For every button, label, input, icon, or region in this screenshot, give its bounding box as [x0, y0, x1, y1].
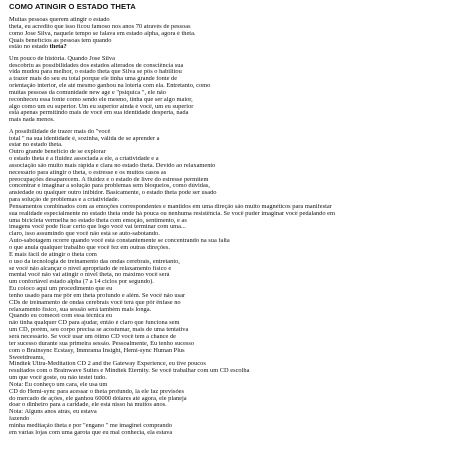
text-line: orientação interior, ele até mesmo ganhou na loteria com ela. Entretanto, como [9, 83, 211, 90]
text-line: Pensamentos combinados com as emoções correspondentes e mantidos em uma direção são muito magnéticos para manifestar [9, 203, 332, 210]
text-line: Nota: Alguns anos atrás, eu estava [9, 409, 97, 416]
text-line: Sweetdreams, [9, 354, 45, 361]
text-line: relaxamento físico, sua sessão será também mais longa. [9, 306, 152, 313]
text-line: o estado theta é a fluidez associada a ele, a criatividade e a [9, 156, 159, 163]
text-line: A possibilidade de trazer mais do "você [9, 128, 111, 135]
text-line: o uso da tecnologia de treinamento das ondas cerebrais, entretanto, [9, 258, 180, 265]
text-line: Quais benefícios as pessoas tem quando [9, 37, 112, 44]
text-line: não tinha qualquer CD para ajudar, então é claro que funciona sem [9, 320, 180, 327]
text-line: estar no estado theta. [9, 142, 63, 149]
text-line: descobriu as possibilidades dos estados alterados de consciência sua [9, 62, 184, 69]
text-line: Eu coloco aqui um procedimento que eu [9, 286, 113, 293]
text-line: Muitas pessoas querem atingir o estado [9, 17, 110, 23]
text-line: tenho usado para me pôr em theta profundo e além. Se você não usar [9, 292, 186, 299]
text-line: será necessário. Se você usar um ótimo CD você tem a chance de [9, 333, 176, 340]
text-line: associação são muito mais rápida e clara no estado theta. Devido ao relaxamento [9, 162, 216, 169]
text-line: se você não alcançar o nível apropriado de relaxamento físico e [9, 265, 172, 272]
text-line: theta, eu acredito que isso ficou famoso nos anos 70 através de pessoas [9, 23, 191, 30]
document-title: COMO ATINGIR O ESTADO THETA [9, 2, 136, 11]
text-line: ansiedade ou qualquer outro inibidor. Basicamente, o estado theta pode ser usado [9, 190, 217, 197]
text-line: claro, isso assumindo que você não está se auto-sabotando. [9, 231, 160, 238]
text-line: muitas pessoas da comunidade new age e "psiquica ", ele não [9, 89, 166, 96]
text-line: algo como um eu superior. Um eu superior ainda é você, um eu superior [9, 103, 194, 110]
text-line: mental você não vai atingir o nível theta, no máximo você será [9, 272, 170, 279]
text-line: uma bicicleta vermelha no estado theta com emoção, sentimento, e as [9, 217, 187, 224]
paragraph [9, 56, 447, 124]
text-line: um confortável estado alpha (7 a 14 ciclos por segundo). [9, 279, 154, 286]
text-line: estão no estado theta? [9, 44, 67, 51]
text-line: Auto-sabotagem ocorre quando você está constantemente se concentrando na sua falta [9, 238, 230, 245]
text-line: preocupações desaparecem. A fluidez e o estado de livre do estresse permitem [9, 176, 209, 183]
text-line: com o Brainsync Ecstasy, Immrama Insight, Hemi-sync Human Plus [9, 347, 185, 354]
text-line: resultados com o Brainwave Suites e Mindtek Eternity. Se você trabalhar com um CD escolha [9, 368, 250, 375]
text-line: um CD, porém, seu corpo precisa se acostumar, mais de uma tentativa [9, 327, 189, 334]
text-line: concentrar e imaginar a solução para problemas sem bloqueios, como dúvidas, [9, 183, 210, 190]
text-line: imagens você pode ficar certo que logo você vai terminar com uma... [9, 224, 186, 231]
text-line: mais nada menos. [9, 117, 55, 124]
paragraph [9, 129, 447, 437]
text-line: total " na sua identidade é, sozinha, válida de se aprender a [9, 135, 160, 142]
text-line: É mais fácil de atingir o theta com [9, 251, 97, 258]
text-line: Mindtek Ultra-Meditation CD 2 and the Gateway Experience, eu tive poucos [9, 361, 206, 368]
text-line: em várias lojas com uma garota que eu mal conhecia, ela estava [9, 429, 173, 436]
text-line: um que você goste, ou não testei tudo. [9, 375, 107, 382]
text-line: vida mudou para melhor, o estado theta que Silva se pôs o habilitou [9, 69, 182, 76]
text-line: fazendo [9, 416, 30, 423]
text-line: do mercado de ações, ele ganhou 60000 dólares até agora, ele planeja [9, 395, 187, 402]
text-line: necessário para atingir o theta, o estresse e os muitos casos as [9, 169, 167, 176]
text-line: sua realidade especialmente no estado theta onde há pouca ou nenhuma resistência. Se você puder imaginar você pedalando em [9, 210, 335, 217]
text-line: minha meditação theta e por "engano " me imaginei comprando [9, 422, 172, 429]
document-body [9, 17, 447, 437]
text-line: ter sucesso durante sua primeira sessão. Pessoalmente, Eu tenho sucesso [9, 340, 195, 347]
text-line: Quando eu comecei com essa técnica eu [9, 313, 112, 320]
text-line: reconheceu essa fonte como sendo ele mesmo, tinha que ser algo maior, [9, 96, 193, 103]
text-line: como Jose Silva, naquele tempo se falava em estado alpha, agora é theta. [9, 30, 196, 37]
text-line: a trazer mais do seu eu total porque ele tinha uma grande fonte de [9, 76, 178, 83]
paragraph [9, 17, 447, 51]
text-line: Nota: Eu conheço um cara, ele usa um [9, 381, 108, 388]
text-line: CD do Hemi-sync para acessar o theta profundo, lá ele faz previsões [9, 388, 184, 395]
text-line: o que anula qualquer trabalho que você fez em outras direções. [9, 245, 170, 251]
text-line: está apenas permitindo mais de você em sua identidade desperta, nada [9, 110, 189, 117]
text-line: CDs de treinamento de ondas cerebrais você terá que pôr ênfase no [9, 299, 181, 306]
text-line: Outro grande benefício de se explorar [9, 149, 106, 156]
text-line: Um pouco de história. Quando Jose Silva [9, 55, 115, 62]
text-line: para solução de problemas e a criatividade. [9, 197, 120, 204]
text-line: doar o dinheiro para a caridade, ele está nisso há muitos anos. [9, 402, 167, 409]
